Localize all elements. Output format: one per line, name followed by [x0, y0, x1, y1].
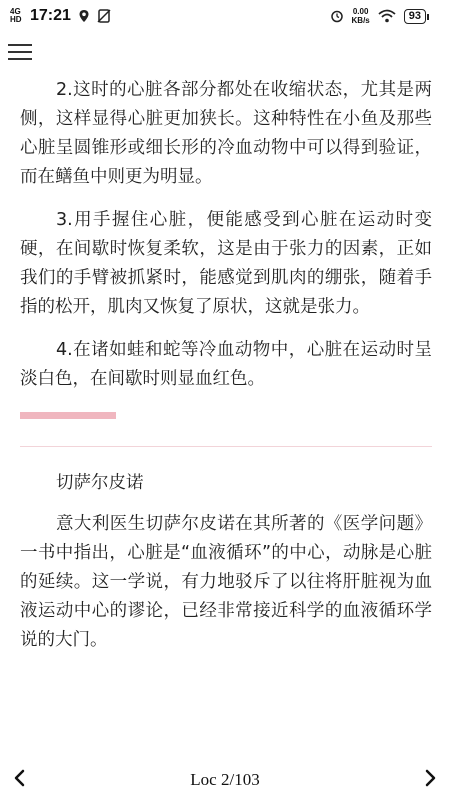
clock: 17:21 [30, 7, 71, 24]
speed-value: 0.00 [352, 7, 369, 16]
section-title: 切萨尔皮诺 [56, 473, 144, 493]
hamburger-menu-icon[interactable] [8, 44, 32, 62]
location-icon [77, 9, 91, 23]
menu-line [8, 58, 32, 60]
speed-unit: KB/s [351, 16, 370, 25]
paragraph: 2.这时的心脏各部分都处在收缩状态，尤其是两侧，这样显得心脏更加狭长。这种特性在小鱼及那些心脏呈圆锥形或细长形的冷血动物中可以得到验证，而在鳝鱼中则更为明显。 [20, 80, 432, 187]
wifi-icon [378, 9, 396, 23]
network-speed [352, 7, 370, 25]
reader-footer [0, 762, 450, 800]
menu-line [8, 44, 32, 46]
menu-line [8, 51, 32, 53]
paragraph: 4.在诸如蛙和蛇等冷血动物中，心脏在运动时呈淡白色，在间歇时则显血红色。 [20, 340, 432, 389]
paragraph: 意大利医生切萨尔皮诺在其所著的《医学问题》一书中指出，心脏是“血液循环”的中心，动脉是心脏的延续。这一学说，有力地驳斥了以往将肝脏视为血液运动中心的谬论，已经非常接近科学的血液循环学说的大门。 [20, 514, 432, 650]
no-sim-icon [97, 9, 111, 23]
status-bar [0, 0, 450, 34]
status-left [10, 7, 111, 25]
paragraph: 3.用手握住心脏，便能感受到心脏在运动时变硬，在间歇时恢复柔软，这是由于张力的因素，正如我们的手臂被抓紧时，能感觉到肌肉的绷张，随着手指的松开，肌肉又恢复了原状，这就是张力。 [20, 210, 432, 317]
reader-content [20, 76, 432, 655]
battery-indicator: 93 [404, 9, 426, 24]
section-accent-bar [20, 412, 116, 419]
network-type: 4G HD [10, 7, 22, 24]
status-right [330, 7, 426, 25]
section-divider [20, 446, 432, 447]
location-indicator: Loc 2/103 [190, 770, 260, 789]
alarm-icon [330, 9, 344, 23]
chevron-right-icon[interactable] [418, 766, 442, 790]
